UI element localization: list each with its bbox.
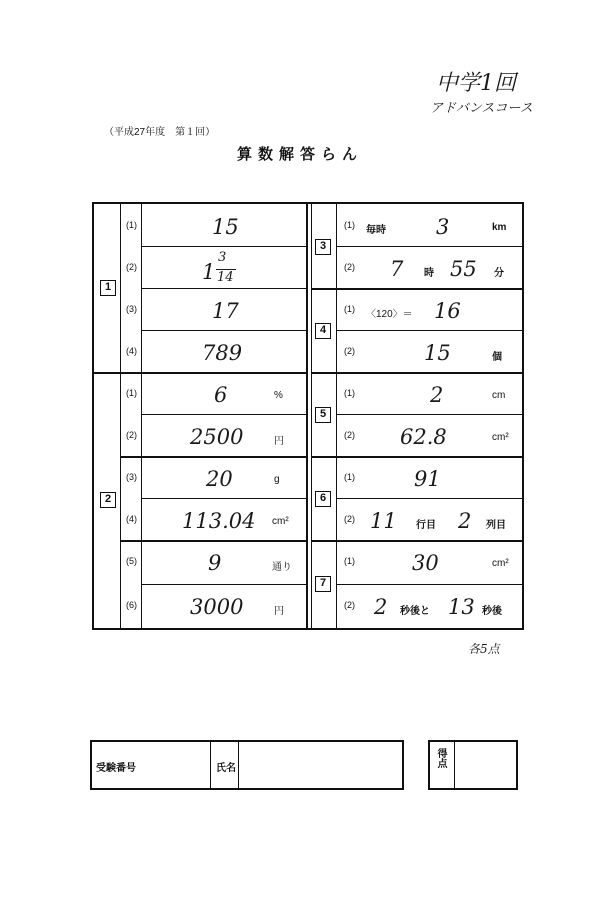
unit-label-2: 分 <box>494 268 504 279</box>
answer-6-2b: 2 <box>458 509 472 533</box>
unit-label: 行目 <box>416 520 436 531</box>
question-number: (3) <box>126 472 137 482</box>
answer-4-1: 16 <box>434 299 461 323</box>
question-number: (1) <box>126 220 137 230</box>
question-number: (1) <box>344 220 355 230</box>
answer-2-6: 3000 <box>190 595 244 619</box>
section-line <box>311 288 522 290</box>
section-number-7: 7 <box>315 576 331 592</box>
section-number-5: 5 <box>315 407 331 423</box>
row-line <box>141 330 306 331</box>
question-number: (2) <box>344 514 355 524</box>
unit-label: cm² <box>272 516 289 527</box>
row-line <box>336 584 522 585</box>
question-number: (2) <box>126 262 137 272</box>
answer-2-3: 20 <box>206 467 233 491</box>
answer-3-1: 3 <box>436 215 450 239</box>
question-number: (3) <box>126 304 137 314</box>
answer-6-1: 91 <box>414 467 441 491</box>
unit-label: 円 <box>274 436 284 447</box>
row-line <box>336 330 522 331</box>
answer-3-2b: 55 <box>450 257 477 281</box>
row-line <box>141 414 306 415</box>
row-line <box>141 584 306 585</box>
unit-label: 秒後と <box>400 606 430 617</box>
row-line <box>120 456 306 458</box>
question-number: (5) <box>126 556 137 566</box>
fraction-whole: 1 <box>202 260 216 284</box>
answer-6-2a: 11 <box>370 509 397 533</box>
center-divider-inner <box>311 204 312 628</box>
answer-2-4: 113.04 <box>182 509 256 533</box>
unit-label: cm² <box>492 432 509 443</box>
answer-sheet <box>92 202 524 630</box>
prefix-label: 〈120〉＝ <box>366 309 413 320</box>
section-number-6: 6 <box>315 491 331 507</box>
question-number: (1) <box>126 388 137 398</box>
answer-2-5: 9 <box>208 551 222 575</box>
unit-label: cm <box>492 390 506 401</box>
answer-7-2a: 2 <box>374 595 388 619</box>
question-number: (2) <box>126 430 137 440</box>
handwritten-note-line1: 中学1回 <box>436 71 516 96</box>
exam-number-label: 受験番号 <box>96 763 136 774</box>
prefix-label: 毎時 <box>366 225 386 236</box>
answer-5-1: 2 <box>430 383 444 407</box>
section-number-1: 1 <box>100 280 116 296</box>
answer-1-2-fraction <box>202 250 242 290</box>
fraction-numerator: 3 <box>218 250 227 265</box>
section-line <box>94 372 306 374</box>
points-note: 各5点 <box>468 642 500 656</box>
unit-label-2: 秒後 <box>482 606 502 617</box>
unit-label: 円 <box>274 606 284 617</box>
question-number: (1) <box>344 556 355 566</box>
question-number: (1) <box>344 472 355 482</box>
section-line <box>311 456 522 458</box>
section-line <box>311 372 522 374</box>
unit-label: km <box>492 222 507 233</box>
unit-label: cm² <box>492 558 509 569</box>
qnum-col-line-right <box>336 204 337 628</box>
answer-2-2: 2500 <box>190 425 244 449</box>
question-number: (2) <box>344 262 355 272</box>
question-number: (1) <box>344 304 355 314</box>
question-number: (2) <box>344 430 355 440</box>
question-number: (6) <box>126 600 137 610</box>
answer-1-1: 15 <box>212 215 239 239</box>
section-col-line <box>120 204 121 628</box>
qnum-col-line-left <box>141 204 142 628</box>
score-box <box>428 740 518 790</box>
answer-1-3: 17 <box>212 299 239 323</box>
answer-3-2a: 7 <box>390 257 404 281</box>
question-number: (2) <box>344 346 355 356</box>
answer-4-2: 15 <box>424 341 451 365</box>
handwritten-note-line2: アドバンスコース <box>430 101 533 117</box>
exam-info-box <box>90 740 404 790</box>
answer-7-1: 30 <box>412 551 439 575</box>
year-label: （平成27年度 第１回） <box>104 127 216 138</box>
row-line <box>336 414 522 415</box>
answer-5-2: 62.8 <box>400 425 447 449</box>
row-line <box>141 246 306 247</box>
unit-label: 時 <box>424 268 434 279</box>
fraction-denominator: 14 <box>217 270 234 285</box>
section-number-2: 2 <box>100 492 116 508</box>
exam-info-divider <box>210 742 211 788</box>
unit-label: 個 <box>492 352 502 363</box>
name-divider <box>238 742 239 788</box>
row-line <box>336 498 522 499</box>
row-line <box>141 498 306 499</box>
unit-label: 通り <box>272 562 292 573</box>
section-line <box>311 540 522 542</box>
unit-label-2: 列目 <box>486 520 506 531</box>
question-number: (4) <box>126 346 137 356</box>
unit-label: % <box>274 390 283 401</box>
question-number: (2) <box>344 600 355 610</box>
page-title: 算数解答らん <box>236 146 363 163</box>
center-divider <box>306 204 308 628</box>
score-label: 得点 <box>435 748 446 768</box>
section-number-4: 4 <box>315 323 331 339</box>
name-label: 氏名 <box>216 763 236 774</box>
handwritten-note <box>430 72 590 116</box>
score-divider <box>454 742 455 788</box>
question-number: (1) <box>344 388 355 398</box>
answer-7-2b: 13 <box>448 595 475 619</box>
answer-2-1: 6 <box>214 383 228 407</box>
unit-label: g <box>274 474 280 485</box>
row-line <box>336 246 522 247</box>
exam-number-field[interactable] <box>92 742 93 743</box>
question-number: (4) <box>126 514 137 524</box>
answer-1-4: 789 <box>202 341 243 365</box>
section-number-3: 3 <box>315 239 331 255</box>
row-line <box>120 540 306 542</box>
